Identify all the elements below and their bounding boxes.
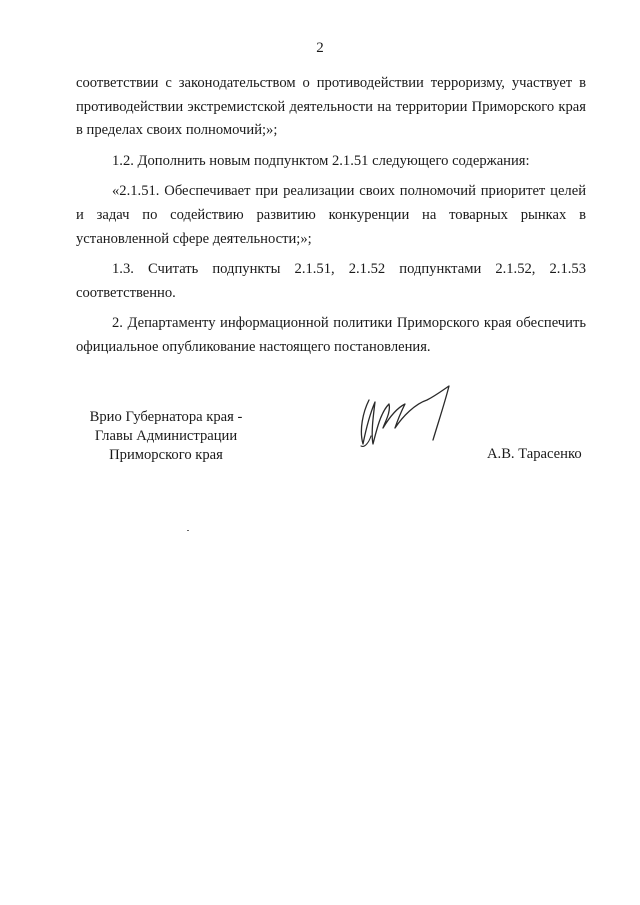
paragraph-item-1-3: 1.3. Считать подпункты 2.1.51, 2.1.52 подпунктами 2.1.52, 2.1.53 соответственно. [76,261,586,301]
paragraph-item-1-2: 1.2. Дополнить новым подпунктом 2.1.51 следующего содержания: [112,152,530,169]
scan-speck [187,530,189,531]
position-line-3: Приморского края [109,447,223,463]
position-line-2: Главы Администрации [94,428,238,444]
paragraph-item-2: 2. Департаменту информационной политики Приморского края обеспечить официальное опубликование настоящего постановления. [76,315,586,355]
document-body [76,72,586,367]
signatory-position [76,408,256,465]
page-number: 2 [316,40,324,56]
handwritten-signature [355,382,455,452]
signatory-name: А.В. Тарасенко [487,446,582,462]
paragraph-continuation: соответствии с законодательством о противодействии терроризму, участвует в противодействии экстремистской деятельности на территории Приморского края в пределах своих полномочий;»; [76,75,586,139]
position-line-1: Врио Губернатора края - [89,409,243,425]
paragraph-quote-2-1-51: «2.1.51. Обеспечивает при реализации своих полномочий приоритет целей и задач по содействию развитию конкуренции на товарных рынках в установленной сфере деятельности;»; [76,183,586,247]
